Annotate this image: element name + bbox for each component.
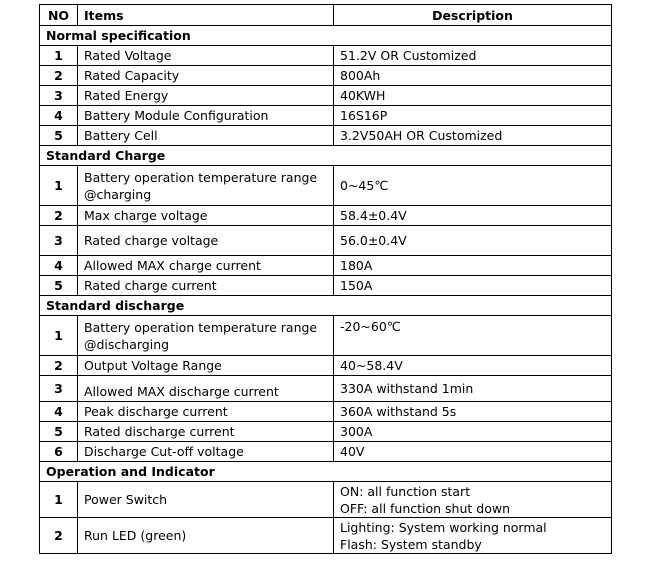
row-item: Rated Voltage	[78, 46, 334, 66]
row-description: 180A	[334, 256, 612, 276]
table-row	[40, 402, 612, 422]
row-number: 3	[40, 226, 78, 256]
row-number: 4	[40, 256, 78, 276]
row-item: Max charge voltage	[78, 206, 334, 226]
row-description-line: OFF: all function shut down	[340, 500, 511, 516]
row-number: 1	[40, 166, 78, 206]
table-row	[40, 442, 612, 462]
row-item: Allowed MAX charge current	[78, 256, 334, 276]
table-row	[40, 86, 612, 106]
row-number: 2	[40, 518, 78, 554]
table-row	[40, 376, 612, 402]
row-item: Rated Capacity	[78, 66, 334, 86]
row-number: 3	[40, 86, 78, 106]
row-item-line: Battery operation temperature range	[84, 169, 318, 185]
row-description: 56.0±0.4V	[334, 226, 612, 256]
table-row	[40, 106, 612, 126]
row-item: Rated charge current	[78, 276, 334, 296]
header-row	[40, 5, 612, 26]
table-row	[40, 422, 612, 442]
row-item: Battery Module Configuration	[78, 106, 334, 126]
row-item	[78, 316, 334, 356]
row-item: Rated Energy	[78, 86, 334, 106]
table-row	[40, 46, 612, 66]
row-number: 5	[40, 276, 78, 296]
row-item-line: Battery operation temperature range	[84, 319, 318, 335]
row-item: Output Voltage Range	[78, 356, 334, 376]
row-item: Rated charge voltage	[78, 226, 334, 256]
row-number: 2	[40, 206, 78, 226]
row-item: Peak discharge current	[78, 402, 334, 422]
row-number: 6	[40, 442, 78, 462]
row-description: 51.2V OR Customized	[334, 46, 612, 66]
row-item: Discharge Cut-off voltage	[78, 442, 334, 462]
row-number: 5	[40, 126, 78, 146]
row-number: 5	[40, 422, 78, 442]
table-row	[40, 316, 612, 356]
row-number: 1	[40, 46, 78, 66]
battery-spec-table	[39, 4, 612, 554]
table-row	[40, 126, 612, 146]
table-row	[40, 166, 612, 206]
row-item: Power Switch	[78, 482, 334, 518]
section-title: Standard discharge	[40, 296, 612, 316]
table-row	[40, 206, 612, 226]
header-description: Description	[334, 5, 612, 26]
row-description: 40~58.4V	[334, 356, 612, 376]
table-row	[40, 276, 612, 296]
section-row-normal-specification	[40, 26, 612, 46]
row-item-line: @discharging	[84, 336, 170, 352]
row-description	[334, 518, 612, 554]
row-description: 3.2V50AH OR Customized	[334, 126, 612, 146]
section-row-standard-discharge	[40, 296, 612, 316]
header-no: NO	[40, 5, 78, 26]
row-item: Run LED (green)	[78, 518, 334, 554]
row-description: 0~45℃	[334, 166, 612, 206]
row-description: 40V	[334, 442, 612, 462]
table-row	[40, 66, 612, 86]
section-title: Normal specification	[40, 26, 612, 46]
row-number: 1	[40, 316, 78, 356]
row-description	[334, 482, 612, 518]
row-number: 1	[40, 482, 78, 518]
row-number: 3	[40, 376, 78, 402]
spec-table-container	[39, 4, 612, 554]
section-row-operation-and-indicator	[40, 462, 612, 482]
row-description-line: Flash: System standby	[340, 536, 482, 552]
row-description-line: Lighting: System working normal	[340, 519, 547, 535]
table-row	[40, 518, 612, 554]
row-item-line: @charging	[84, 186, 152, 202]
row-item: Rated discharge current	[78, 422, 334, 442]
row-description: 58.4±0.4V	[334, 206, 612, 226]
row-description: 150A	[334, 276, 612, 296]
section-row-standard-charge	[40, 146, 612, 166]
header-items: Items	[78, 5, 334, 26]
row-item: Battery Cell	[78, 126, 334, 146]
table-row	[40, 256, 612, 276]
row-item	[78, 166, 334, 206]
row-description: 300A	[334, 422, 612, 442]
row-item: Allowed MAX discharge current	[78, 376, 334, 402]
section-title: Standard Charge	[40, 146, 612, 166]
row-number: 2	[40, 66, 78, 86]
row-description: -20~60℃	[334, 316, 612, 356]
row-description-line: ON: all function start	[340, 483, 471, 499]
table-row	[40, 356, 612, 376]
row-number: 4	[40, 106, 78, 126]
row-number: 2	[40, 356, 78, 376]
row-description: 330A withstand 1min	[334, 376, 612, 402]
row-number: 4	[40, 402, 78, 422]
row-description: 16S16P	[334, 106, 612, 126]
section-title: Operation and Indicator	[40, 462, 612, 482]
row-description: 40KWH	[334, 86, 612, 106]
table-row	[40, 226, 612, 256]
row-description: 360A withstand 5s	[334, 402, 612, 422]
row-description: 800Ah	[334, 66, 612, 86]
table-row	[40, 482, 612, 518]
